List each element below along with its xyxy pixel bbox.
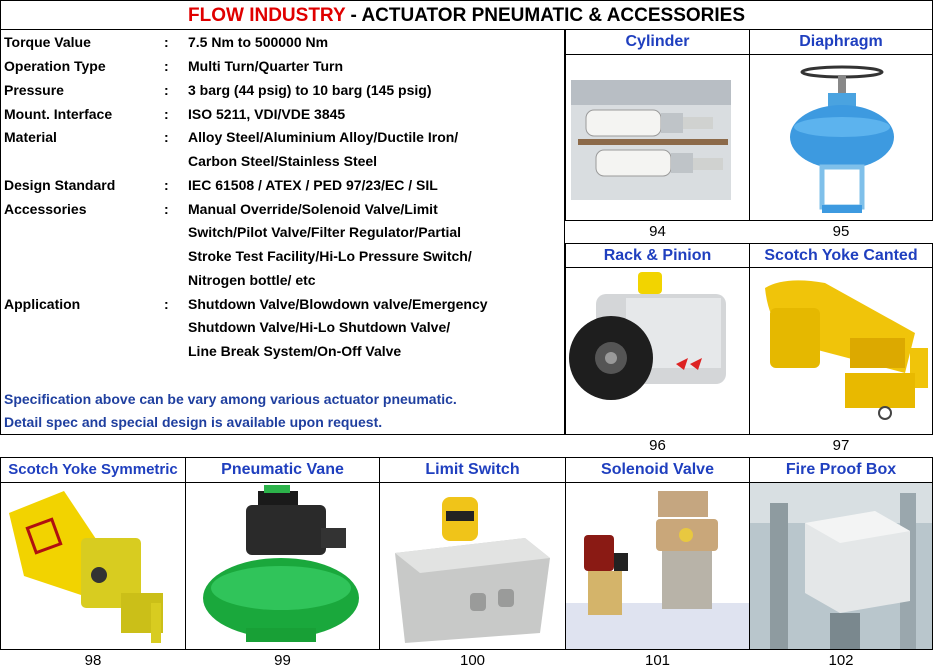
title-text: - ACTUATOR PNEUMATIC & ACCESSORIES — [345, 5, 745, 26]
spec-colon: : — [164, 201, 169, 217]
product-number-96: 96 — [649, 437, 666, 454]
spec-row-design — [4, 174, 564, 197]
spec-row-operation — [4, 55, 564, 78]
spec-note-2: Detail spec and special design is available upon request. — [4, 414, 383, 430]
product-number-101: 101 — [644, 652, 671, 669]
limit-switch-image — [380, 483, 566, 650]
spec-label: Application — [4, 296, 81, 312]
product-cell-solenoid-valve — [565, 482, 750, 650]
product-cell-rack-pinion — [565, 267, 750, 435]
rack-pinion-actuator-image — [566, 268, 750, 435]
scotch-yoke-symmetric-image — [1, 483, 186, 650]
product-title-scotch-yoke-canted — [749, 243, 933, 268]
spec-value: Multi Turn/Quarter Turn — [188, 58, 344, 74]
product-title: Pneumatic Vane — [221, 461, 344, 478]
spec-label: Mount. Interface — [4, 106, 113, 122]
product-cell-fire-proof-box — [749, 482, 933, 650]
product-number-95: 95 — [832, 223, 850, 240]
spec-row-torque — [4, 31, 564, 54]
page-title — [0, 0, 933, 30]
product-title-solenoid-valve — [565, 457, 750, 483]
product-title: Solenoid Valve — [601, 461, 714, 478]
spec-label: Material — [4, 129, 57, 145]
product-title: Diaphragm — [799, 33, 883, 50]
spec-row-material — [4, 126, 564, 172]
spec-label: Design Standard — [4, 177, 116, 193]
fire-proof-box-image — [750, 483, 933, 650]
product-title-cylinder — [565, 30, 750, 55]
spec-row-pressure — [4, 79, 564, 102]
product-number-102: 102 — [828, 652, 854, 669]
spec-value-line-2: Carbon Steel/Stainless Steel — [188, 153, 378, 169]
solenoid-valve-image — [566, 483, 750, 650]
diaphragm-actuator-image — [750, 55, 933, 221]
spec-value-line-3: Stroke Test Facility/Hi-Lo Pressure Switch/ — [188, 248, 472, 264]
spec-value: IEC 61508 / ATEX / PED 97/23/EC / SIL — [188, 177, 438, 193]
spec-label: Accessories — [4, 201, 87, 217]
product-title-fire-proof-box — [749, 457, 933, 483]
spec-label: Torque Value — [4, 34, 91, 50]
spec-value-line-3: Line Break System/On-Off Valve — [188, 343, 402, 359]
spec-value-line-4: Nitrogen bottle/ etc — [188, 272, 316, 288]
product-number-100: 100 — [459, 652, 486, 669]
product-cell-diaphragm — [749, 54, 933, 221]
spec-value-line-2: Shutdown Valve/Hi-Lo Shutdown Valve/ — [188, 319, 451, 335]
product-title: Scotch Yoke Symmetric — [8, 461, 178, 478]
spec-value: 7.5 Nm to 500000 Nm — [188, 34, 329, 50]
spec-value: ISO 5211, VDI/VDE 3845 — [188, 106, 346, 122]
product-cell-limit-switch — [379, 482, 566, 650]
product-title-pneumatic-vane — [185, 457, 380, 483]
spec-value-line-1: Shutdown Valve/Blowdown valve/Emergency — [188, 296, 488, 312]
scotch-yoke-canted-image — [750, 268, 933, 435]
spec-label: Pressure — [4, 82, 64, 98]
product-title: Cylinder — [625, 33, 690, 50]
spec-value-line-1: Alloy Steel/Aluminium Alloy/Ductile Iron/ — [188, 129, 459, 145]
product-cell-pneumatic-vane — [185, 482, 380, 650]
product-title-scotch-yoke-symmetric — [0, 457, 186, 483]
spec-row-accessories — [4, 198, 564, 294]
product-cell-scotch-yoke-symmetric — [0, 482, 186, 650]
product-number-97: 97 — [832, 437, 850, 454]
brand-name: FLOW INDUSTRY — [188, 5, 346, 26]
spec-row-application — [4, 293, 564, 365]
spec-value: 3 barg (44 psig) to 10 barg (145 psig) — [188, 82, 432, 98]
product-number-98: 98 — [84, 652, 102, 669]
product-title: Fire Proof Box — [785, 461, 897, 478]
product-title: Rack & Pinion — [603, 247, 712, 264]
pneumatic-vane-image — [186, 483, 380, 650]
spec-note-1: Specification above can be vary among various actuator pneumatic. — [4, 391, 457, 407]
product-cell-scotch-yoke-canted — [749, 267, 933, 435]
product-number-99: 99 — [274, 652, 291, 669]
spec-value-line-2: Switch/Pilot Valve/Filter Regulator/Partial — [188, 224, 462, 240]
spec-value-line-1: Manual Override/Solenoid Valve/Limit — [188, 201, 438, 217]
spec-colon: : — [164, 177, 169, 193]
spec-colon: : — [164, 82, 169, 98]
spec-row-mount — [4, 103, 564, 126]
spec-colon: : — [164, 58, 169, 74]
spec-label: Operation Type — [4, 58, 106, 74]
product-title-rack-pinion — [565, 243, 750, 268]
cylinder-actuator-image — [566, 55, 750, 221]
spec-colon: : — [164, 296, 169, 312]
product-number-94: 94 — [649, 223, 666, 240]
product-cell-cylinder — [565, 54, 750, 221]
product-title: Scotch Yoke Canted — [764, 247, 918, 264]
product-title-diaphragm — [749, 30, 933, 55]
product-title-limit-switch — [379, 457, 566, 483]
spec-colon: : — [164, 129, 169, 145]
product-title: Limit Switch — [425, 461, 520, 478]
spec-colon: : — [164, 34, 169, 50]
spec-colon: : — [164, 106, 169, 122]
